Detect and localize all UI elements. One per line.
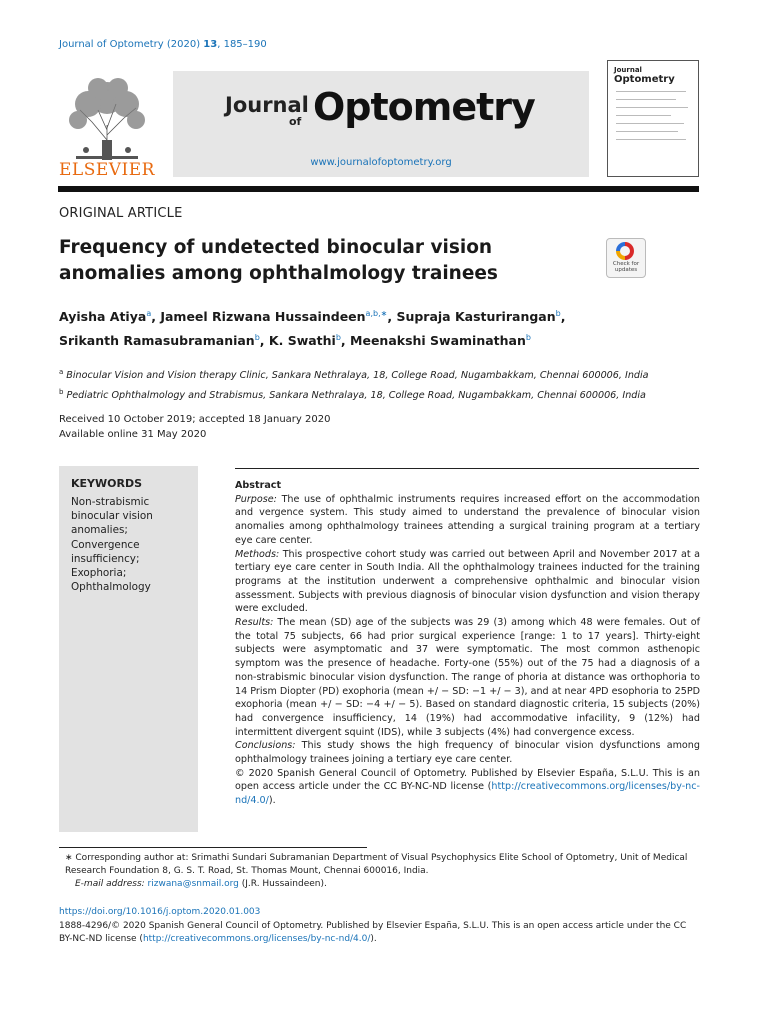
author-affiliation-marker[interactable]: b xyxy=(335,333,341,343)
keywords-heading: KEYWORDS xyxy=(71,477,143,490)
online-date: Available online 31 May 2020 xyxy=(59,429,207,440)
affiliation-item: $^b$ Pediatric Ophthalmology and Strabismus, Sankara Nethralaya, 18, College Road, Nugambakkam, Chennai 600006, India xyxy=(59,388,646,402)
article-dates xyxy=(59,412,330,442)
author-affiliation-marker[interactable]: b xyxy=(555,309,561,318)
check-updates-icon-center xyxy=(620,246,630,256)
author-name[interactable]: K. Swathi xyxy=(268,333,336,349)
author-name[interactable]: Meenakshi Swaminathan xyxy=(350,333,526,349)
journal-citation[interactable]: Journal of Optometry (2020) 13, 185–190 xyxy=(59,39,267,50)
elsevier-wordmark: ELSEVIER xyxy=(59,160,155,180)
check-for-updates-button[interactable] xyxy=(606,238,646,278)
journal-volume: 13 xyxy=(203,39,218,50)
email-line: E-mail address: rizwana@snmail.org (J.R. Hussaindeen). xyxy=(75,879,327,889)
keyword-item: Convergence xyxy=(71,538,140,551)
author-affiliation-marker[interactable]: a,b,∗ xyxy=(365,309,388,318)
license-link[interactable]: http://creativecommons.org/licenses/by-nc-nd/4.0/ xyxy=(235,781,700,807)
cover-title: Journal Optometry xyxy=(614,66,675,85)
header-divider xyxy=(58,186,699,192)
affiliations xyxy=(59,364,699,404)
cover-text-line xyxy=(616,131,678,132)
keywords-panel xyxy=(59,466,198,832)
journal-url-link[interactable]: www.journalofoptometry.org xyxy=(310,157,452,168)
abstract-heading: Abstract xyxy=(235,480,282,491)
abstract-section xyxy=(235,479,700,808)
author-affiliation-marker[interactable]: b xyxy=(525,333,531,343)
banner-journal-word: Journal xyxy=(225,93,309,117)
author-affiliation-marker[interactable]: a xyxy=(146,309,152,318)
license-link[interactable]: http://creativecommons.org/licenses/by-nc-nd/4.0/ xyxy=(142,934,371,944)
affiliation-item: $^a$ Binocular Vision and Vision therapy Clinic, Sankara Nethralaya, 18, College Road, Nugambakkam, Chennai 600006, India xyxy=(59,368,649,382)
keyword-item: Ophthalmology xyxy=(71,581,151,594)
received-date: Received 10 October 2019; accepted 18 January 2020 xyxy=(59,414,331,425)
doi-link[interactable]: https://doi.org/10.1016/j.optom.2020.01.003 xyxy=(59,907,261,917)
keyword-item: insufficiency; xyxy=(71,552,140,565)
email-link[interactable]: rizwana@snmail.org xyxy=(147,879,239,889)
abstract-results: Results: The mean (SD) age of the subjects was 29 (3) among which 48 were females. Out of the total 75 subjects, 66 had prior surgical experience [range: 1 to 17 years]. Thirty-eight subjects were asymptomatic and 37 were symptomatic. The most common asthenopic symptom was the presence of headache. Forty-one (55%) out of the 75 had a diagnosis of a non-strabismic binocular vision dysfunction. The range of phoria at distance was orthophoria to 14 Prism Diopter (PD) exophoria (mean +/ − SD: −1 +/ − 3), and at near 4PD esophoria to 25PD exophoria (mean +/ − SD: −4 +/ − 5). Based on standard diagnostic criteria, 15 subjects (20%) had convergence insufficiency, 14 (19%) had accommodative infacility, 9 (12%) had intermittent divergent squint (IDS), while 3 subjects (4%) had convergence excess. xyxy=(235,617,700,738)
keyword-item: binocular vision xyxy=(71,510,153,523)
cover-text-line xyxy=(616,115,671,116)
rights-statement: 1888-4296/© 2020 Spanish General Council of Optometry. Published by Elsevier España, S.L.U. This is an open access article under the CC BY-NC-ND license (http://creativecommons.org/licenses/by-nc-nd/4.0/). xyxy=(59,921,687,944)
banner-optometry-word: Optometry xyxy=(313,85,535,129)
author-affiliation-marker[interactable]: b xyxy=(254,333,260,343)
cover-text-line xyxy=(616,99,676,100)
cover-text-line xyxy=(616,123,684,124)
abstract-purpose: Purpose: The use of ophthalmic instruments requires increased effort on the accommodation and vergence system. This study aimed to understand the prevalence of binocular vision anomalies among ophthalmology trainees attending a surgical training program at a tertiary eye care center. xyxy=(235,493,701,546)
article-type-label: ORIGINAL ARTICLE xyxy=(59,206,183,221)
footnote-divider xyxy=(59,847,367,848)
article-title: Frequency of undetected binocular vision anomalies among ophthalmology trainees xyxy=(59,237,498,284)
author-name[interactable]: Jameel Rizwana Hussaindeen xyxy=(160,309,366,325)
abstract-divider xyxy=(235,468,699,469)
author-name[interactable]: Supraja Kasturirangan xyxy=(396,309,556,325)
journal-cover-thumbnail[interactable] xyxy=(607,60,699,177)
check-updates-label: Check for updates xyxy=(612,261,640,273)
author-list: Ayisha Atiya$^a$, Jameel Rizwana Hussaindeen$^{a,b,∗}$, Supraja Kasturirangan$^b$, Srikanth Ramasubramanian$^b$, K. Swathi$^b$, Meenakshi Swaminathan$^b$ xyxy=(59,309,566,349)
cover-text-line xyxy=(616,91,686,92)
cover-text-line xyxy=(616,139,686,140)
keyword-item: Exophoria; xyxy=(71,567,127,580)
banner-of-word: of xyxy=(289,115,302,128)
abstract-methods: Methods: This prospective cohort study was carried out between April and November 2017 at a tertiary eye care center in South India. All the ophthalmology trainees inducted for the training programs at the institution underwent a comprehensive ophthalmic and binocular vision assessment. Subjects with previous diagnosis of binocular vision dysfunction and vision therapy were excluded. xyxy=(235,548,700,615)
abstract-copyright: © 2020 Spanish General Council of Optometry. Published by Elsevier España, S.L.U. This is an open access article under the CC BY-NC-ND license (http://creativecommons.org/licenses/by-nc-nd/4.0/). xyxy=(235,767,700,807)
cover-text-line xyxy=(616,107,688,108)
corresponding-author-note: ∗ Corresponding author at: Srimathi Sundari Subramanian Department of Visual Psychophysics Elite School of Optometry, Unit of Medical Research Foundation 8, G. S. T. Road, St. Thomas Mount, Chennai 600016, India. E-mail address: rizwana@snmail.org (J.R. Hussaindeen). xyxy=(59,852,699,891)
author-name[interactable]: Srikanth Ramasubramanian xyxy=(59,333,255,349)
keywords-list xyxy=(71,495,196,594)
keyword-item: Non-strabismic xyxy=(71,496,150,508)
author-name[interactable]: Ayisha Atiya xyxy=(59,309,147,325)
abstract-conclusions: Conclusions: This study shows the high frequency of binocular vision dysfunctions among ophthalmology trainees joining a tertiary eye care center. xyxy=(235,740,700,766)
journal-banner xyxy=(173,71,589,177)
keyword-item: anomalies; xyxy=(71,524,128,537)
